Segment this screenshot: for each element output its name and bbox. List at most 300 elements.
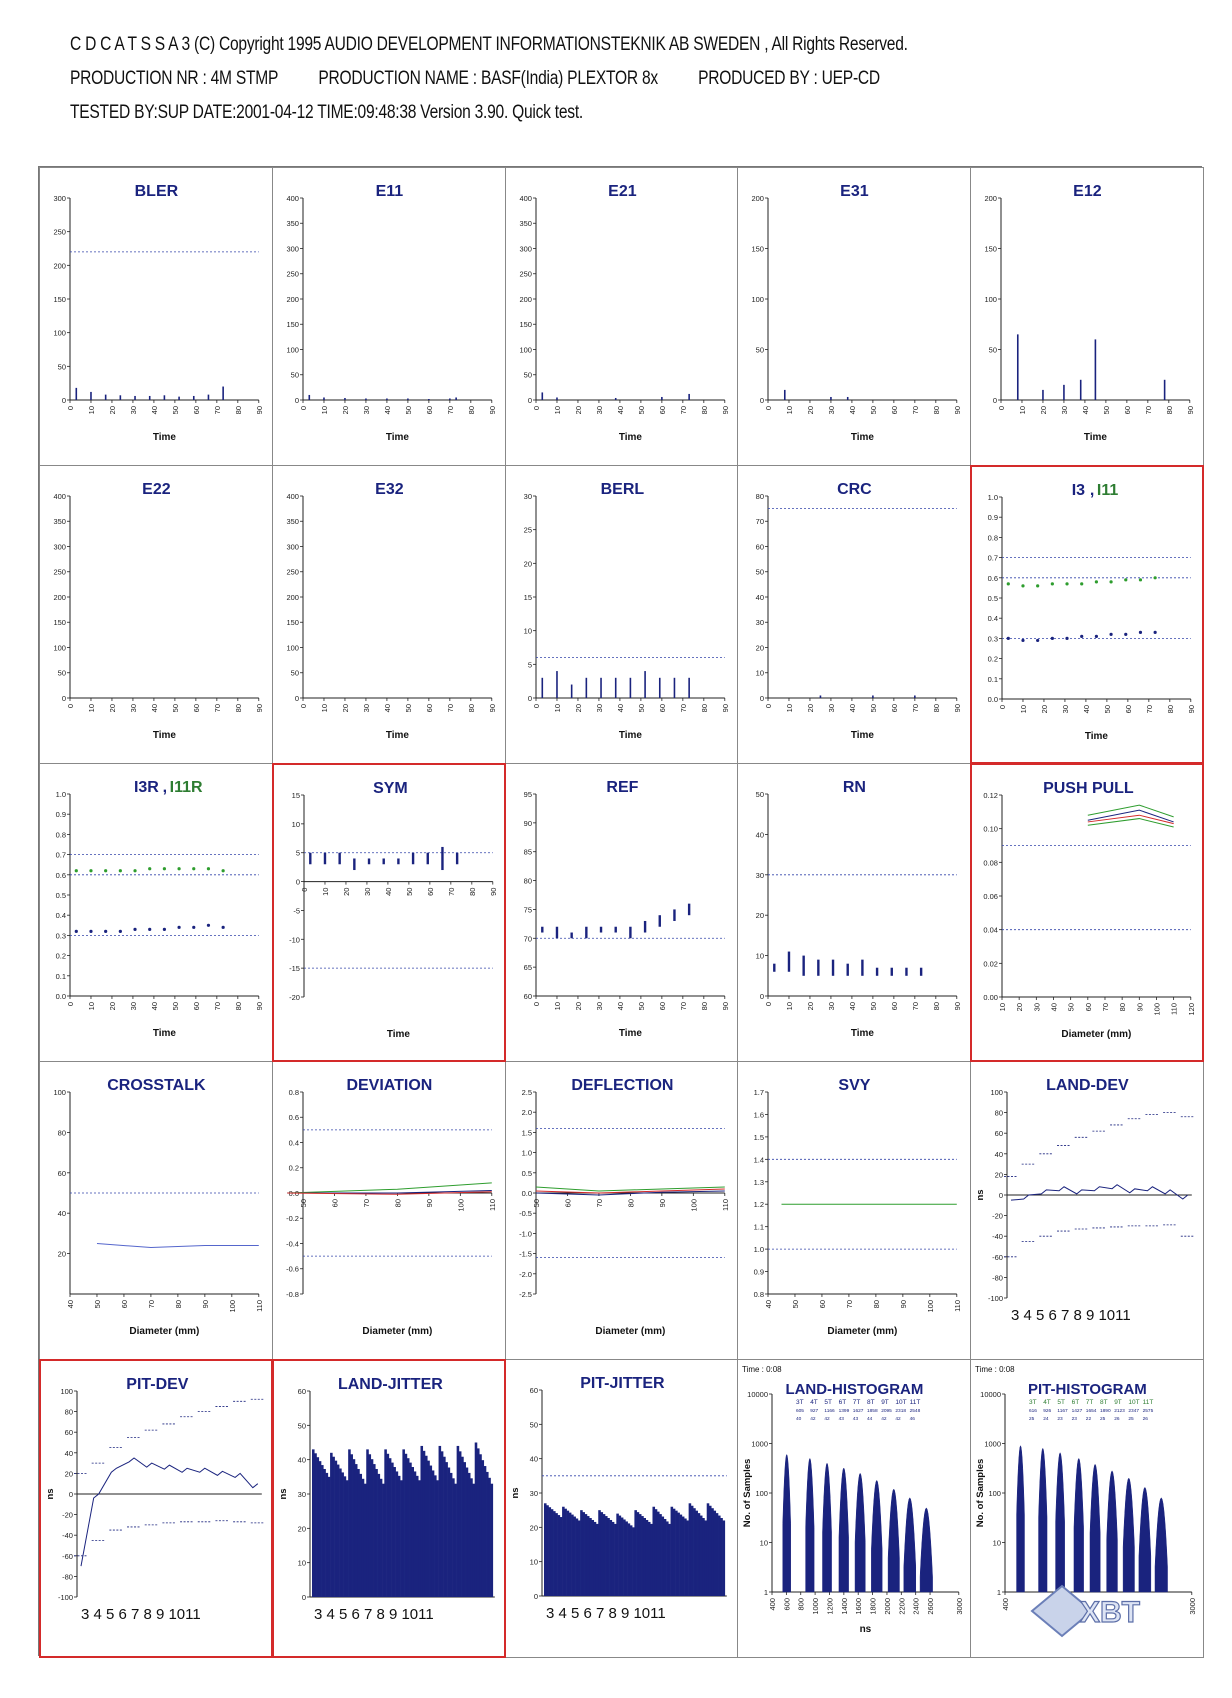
x-tick-label: 10: [319, 703, 329, 713]
jitter-bar: [657, 1512, 660, 1596]
x-tick-label: 20: [340, 703, 350, 713]
jitter-bar: [600, 1512, 603, 1596]
x-tick-label: 90: [1185, 405, 1195, 415]
chart-svg-e22: [40, 466, 273, 764]
y-tick-label: 0.8: [987, 533, 999, 543]
y-tick-label: 0.9: [987, 513, 999, 523]
chart-time-label: Time : 0:08: [975, 1365, 1015, 1375]
scatter-point: [1007, 637, 1010, 640]
scatter-point: [89, 869, 92, 872]
scatter-point: [133, 928, 136, 931]
chart-e31: [737, 167, 971, 466]
y-tick-label: 1.7: [753, 1088, 765, 1098]
legend-position: 926: [1043, 1409, 1052, 1415]
x-tick-label: 60: [1124, 704, 1134, 714]
jitter-bar: [465, 1468, 468, 1597]
chart-svg-deviation: [273, 1062, 506, 1360]
x-tick-label: 10: [1018, 405, 1028, 415]
x-tick-label: 50: [1066, 1002, 1076, 1012]
jitter-bar: [391, 1463, 394, 1597]
chart-svg-i3ri11r: [40, 764, 273, 1062]
y-tick-label: 100: [988, 1489, 1002, 1499]
scatter-point: [1154, 576, 1157, 579]
jitter-bar: [377, 1474, 380, 1597]
x-tick-label: 30: [594, 703, 604, 713]
y-tick-label: 20: [523, 559, 532, 569]
x-tick-label: 20: [340, 405, 350, 415]
jitter-bar: [488, 1478, 491, 1597]
y-tick-label: 250: [286, 567, 299, 577]
chart-title: CROSSTALK: [107, 1077, 206, 1095]
chart-title-sep: ,: [162, 779, 168, 797]
x-tick-label: 1800: [868, 1597, 878, 1615]
chart-title: E12: [1073, 183, 1102, 201]
chart-title: BLER: [134, 183, 179, 201]
range-mark: [832, 960, 834, 976]
x-tick-label: 2600: [926, 1597, 936, 1615]
histogram-peak: [823, 1463, 832, 1592]
jitter-bar: [452, 1478, 455, 1597]
y-tick-label: 50: [756, 567, 765, 577]
jitter-bar: [481, 1460, 484, 1597]
jitter-bar: [568, 1513, 571, 1596]
chart-title: RN: [843, 779, 867, 797]
x-tick-label: 80: [1166, 704, 1176, 714]
x-tick-label: 50: [170, 405, 180, 415]
y-tick-label: 10000: [980, 1390, 1002, 1400]
x-tick-label: 50: [403, 405, 413, 415]
legend-position: 2095: [881, 1409, 893, 1415]
x-tick-label: 70: [678, 1001, 688, 1011]
jitter-bar: [557, 1515, 560, 1596]
x-tick-label: 400: [1001, 1597, 1011, 1611]
jitter-bar: [672, 1509, 675, 1596]
legend-label: 3T: [1029, 1399, 1037, 1407]
range-mark: [629, 927, 631, 939]
scatter-point: [1036, 639, 1039, 642]
scatter-point: [163, 867, 166, 870]
jitter-bar: [323, 1469, 326, 1597]
x-tick-label: 70: [445, 405, 455, 415]
legend-label: 8T: [1100, 1399, 1108, 1407]
chart-svg-e32: [273, 466, 506, 764]
range-mark: [338, 853, 340, 865]
y-tick-label: 80: [57, 1128, 66, 1138]
y-tick-label: -15: [288, 964, 300, 974]
jitter-bar: [702, 1518, 705, 1596]
scatter-point: [1066, 582, 1069, 585]
legend-value: 40: [796, 1417, 802, 1423]
x-tick-label: 3 4 5 6 7 8 9 1011: [80, 1605, 201, 1623]
jitter-bar: [577, 1520, 580, 1596]
scatter-point: [1124, 633, 1127, 636]
x-tick-label: 100: [1152, 1002, 1162, 1016]
y-tick-label: 0: [527, 693, 532, 703]
chart-svg-i3i11: [972, 467, 1205, 765]
x-tick-label: 70: [678, 703, 688, 713]
x-axis-label: Time: [851, 431, 875, 443]
y-tick-label: 0.02: [983, 959, 999, 969]
y-tick-label: -1.0: [518, 1229, 532, 1239]
scatter-point: [1080, 582, 1083, 585]
x-tick-label: 60: [424, 703, 434, 713]
chart-svg-crc: [738, 466, 971, 764]
jitter-bar: [641, 1516, 644, 1596]
x-axis-label: Time: [386, 1028, 410, 1040]
y-tick-label: -100: [988, 1293, 1004, 1303]
x-tick-label: 30: [594, 1001, 604, 1011]
chart-svg-ref: [506, 764, 739, 1062]
y-tick-label: 30: [756, 870, 765, 880]
histogram-peak: [920, 1508, 933, 1592]
x-tick-label: 0: [298, 405, 308, 411]
x-tick-label: 40: [1049, 1002, 1059, 1012]
x-axis-label: Diameter (mm): [362, 1325, 433, 1337]
jitter-bar: [589, 1518, 592, 1596]
y-tick-label: 0.7: [987, 553, 999, 563]
y-tick-label: 40: [756, 830, 765, 840]
chart-svy: [737, 1061, 971, 1360]
y-tick-label: -100: [58, 1592, 73, 1602]
jitter-bar: [346, 1480, 349, 1597]
chart-svg-e11: [273, 168, 506, 466]
x-tick-label: 60: [1084, 1002, 1094, 1012]
y-tick-label: 100: [519, 345, 532, 355]
y-tick-label: 30: [529, 1489, 538, 1499]
x-tick-label: 80: [932, 1001, 942, 1011]
legend-position: 2318: [895, 1409, 907, 1415]
y-tick-label: 0: [993, 395, 998, 405]
x-tick-label: 90: [720, 703, 730, 713]
scatter-point: [192, 926, 195, 929]
y-tick-label: 100: [60, 1387, 73, 1397]
x-tick-label: 10: [552, 703, 562, 713]
chart-svg-pitdev: [41, 1361, 274, 1659]
jitter-bar: [348, 1449, 351, 1597]
y-tick-label: 25: [523, 525, 532, 535]
histogram-peak: [1056, 1453, 1065, 1592]
y-tick-label: 10: [529, 1557, 538, 1567]
y-tick-label: 0.6: [288, 1113, 299, 1123]
y-tick-label: 50: [297, 1421, 306, 1431]
x-tick-label: 90: [953, 405, 963, 415]
y-tick-label: -0.5: [518, 1209, 532, 1219]
x-tick-label: 40: [848, 405, 858, 415]
x-tick-label: 40: [1081, 405, 1091, 415]
chart-title: E21: [607, 183, 637, 201]
jitter-bar: [596, 1524, 599, 1596]
range-mark: [920, 968, 922, 976]
legend-label: 11T: [1142, 1399, 1154, 1407]
legend-label: 7T: [853, 1399, 861, 1407]
y-tick-label: 150: [286, 618, 299, 628]
y-tick-label: 0.2: [55, 951, 66, 961]
x-tick-label: 70: [445, 703, 455, 713]
y-tick-label: 80: [756, 492, 765, 502]
y-tick-label: 0: [533, 1591, 538, 1601]
x-axis-label: Time: [1084, 431, 1108, 443]
y-axis-label: No. of Samples: [975, 1458, 987, 1528]
y-tick-label: 10: [523, 626, 532, 636]
y-tick-label: 20: [64, 1469, 73, 1479]
x-tick-label: 80: [1118, 1002, 1128, 1012]
y-tick-label: 2.0: [521, 1108, 532, 1118]
y-tick-label: 200: [286, 295, 299, 305]
x-tick-label: 10: [320, 887, 330, 896]
x-tick-label: 80: [932, 703, 942, 713]
chart-time-label: Time : 0:08: [742, 1365, 783, 1375]
x-tick-label: 60: [657, 1001, 667, 1011]
jitter-bar: [445, 1462, 448, 1597]
jitter-bar: [429, 1466, 432, 1597]
jitter-bar: [486, 1472, 489, 1597]
x-tick-label: 10: [1019, 704, 1029, 714]
y-tick-label: 300: [286, 542, 299, 552]
x-tick-label: 50: [869, 703, 879, 713]
jitter-bar: [400, 1480, 403, 1597]
x-tick-label: 40: [382, 405, 392, 415]
legend-value: 46: [909, 1417, 916, 1423]
y-tick-label: 0.1: [987, 674, 999, 684]
legend-position: 1166: [824, 1409, 836, 1415]
x-tick-label: 1000: [811, 1597, 821, 1615]
jitter-bar: [454, 1484, 457, 1597]
production-line: [70, 62, 988, 96]
legend-position: 2347: [1128, 1409, 1140, 1415]
jitter-bar: [438, 1446, 441, 1597]
jitter-bar: [688, 1503, 691, 1596]
chart-svg-e31: [738, 168, 971, 466]
jitter-bar: [357, 1469, 360, 1597]
range-mark: [643, 921, 645, 933]
legend-position: 1654: [1085, 1409, 1097, 1415]
chart-title: SYM: [372, 780, 408, 798]
jitter-bar: [386, 1454, 389, 1597]
y-tick-label: 50: [290, 370, 299, 380]
range-mark: [599, 927, 601, 933]
histogram-peak: [904, 1498, 916, 1592]
x-tick-label: 90: [254, 405, 264, 415]
jitter-bar: [418, 1480, 421, 1597]
legend-label: 11T: [909, 1399, 921, 1407]
chart-title: LAND-HISTOGRAM: [785, 1381, 924, 1399]
jitter-bar: [368, 1454, 371, 1597]
range-mark: [309, 853, 311, 865]
legend-position: 1627: [853, 1409, 864, 1415]
jitter-bar: [355, 1464, 358, 1597]
jitter-bar: [362, 1479, 365, 1597]
scatter-point: [148, 867, 151, 870]
legend-position: 1858: [867, 1409, 879, 1415]
jitter-bar: [700, 1516, 703, 1596]
chart-svg-rn: [738, 764, 971, 1062]
x-tick-label: 0: [298, 703, 308, 709]
y-tick-label: 10: [756, 668, 765, 678]
scatter-point: [207, 924, 210, 927]
legend-label: 5T: [1057, 1399, 1066, 1407]
scatter-point: [1080, 635, 1083, 638]
histogram-peak: [1123, 1478, 1134, 1592]
histogram-peak: [855, 1473, 865, 1592]
x-tick-label: 90: [488, 887, 498, 896]
chart-ref: [505, 763, 739, 1062]
legend-value: 26: [1114, 1417, 1120, 1423]
legend-value: 42: [824, 1417, 831, 1423]
jitter-bar: [443, 1457, 446, 1597]
x-tick-label: 70: [361, 1199, 371, 1208]
x-tick-label: 20: [573, 1001, 583, 1011]
jitter-bar: [587, 1516, 590, 1596]
jitter-bar: [611, 1522, 614, 1596]
chart-title: DEVIATION: [346, 1077, 433, 1095]
jitter-bar: [384, 1449, 387, 1597]
y-tick-label: -2.5: [518, 1289, 532, 1299]
x-tick-label: 90: [254, 703, 264, 713]
x-tick-label: 60: [119, 1299, 129, 1309]
y-tick-label: -20: [288, 992, 300, 1002]
chart-svg-landhist: [738, 1360, 971, 1658]
x-tick-label: 3 4 5 6 7 8 9 1011: [1011, 1306, 1131, 1324]
histogram-peak: [1017, 1446, 1025, 1592]
x-tick-label: 90: [657, 1199, 667, 1208]
chart-i3ri11r: [39, 763, 273, 1062]
x-tick-label: 1600: [854, 1597, 864, 1615]
y-tick-label: 70: [756, 517, 765, 527]
jitter-bar: [720, 1518, 723, 1596]
series-line: [1011, 1185, 1188, 1200]
scatter-point: [1022, 639, 1025, 642]
y-tick-label: -1.5: [518, 1249, 532, 1259]
scatter-point: [222, 926, 225, 929]
x-tick-label: 40: [764, 1299, 774, 1309]
x-tick-label: 70: [446, 887, 456, 896]
jitter-bar: [468, 1473, 471, 1597]
x-tick-label: 40: [848, 703, 858, 713]
x-tick-label: 50: [636, 703, 646, 713]
jitter-bar: [395, 1471, 398, 1597]
x-tick-label: 110: [953, 1299, 963, 1312]
x-tick-label: 50: [869, 405, 879, 415]
jitter-bar: [364, 1484, 367, 1597]
y-tick-label: -0.2: [285, 1214, 299, 1224]
jitter-bar: [371, 1459, 374, 1597]
jitter-bar: [427, 1461, 430, 1597]
x-tick-label: 60: [657, 703, 667, 713]
y-tick-label: 0: [760, 395, 765, 405]
y-tick-label: 40: [57, 1209, 66, 1219]
y-tick-label: 0: [61, 693, 66, 703]
x-tick-label: 10: [86, 1001, 96, 1011]
x-axis-label: Time: [152, 431, 176, 443]
jitter-bar: [477, 1448, 480, 1597]
scatter-point: [1051, 582, 1054, 585]
legend-value: 22: [1085, 1417, 1092, 1423]
y-tick-label: 10000: [747, 1390, 769, 1400]
x-tick-label: 0: [764, 405, 774, 411]
x-axis-label: Diameter (mm): [129, 1325, 200, 1337]
x-tick-label: 100: [456, 1199, 466, 1212]
y-tick-label: 30: [297, 1490, 306, 1500]
y-tick-label: 80: [64, 1407, 73, 1417]
y-tick-label: 60: [297, 1387, 306, 1397]
y-tick-label: -0.6: [285, 1264, 299, 1274]
jitter-bar: [695, 1511, 698, 1596]
y-tick-label: 90: [523, 818, 532, 828]
legend-position: 2548: [909, 1409, 921, 1415]
y-tick-label: 20: [756, 911, 765, 921]
x-tick-label: 90: [200, 1299, 210, 1309]
scatter-point: [133, 869, 136, 872]
x-tick-label: 50: [869, 1001, 879, 1011]
y-tick-label: 0.0: [288, 1189, 299, 1199]
scatter-point: [119, 930, 122, 933]
chart-title: DEFLECTION: [570, 1077, 674, 1095]
y-axis-label: ns: [44, 1488, 56, 1500]
legend-value: 25: [1029, 1417, 1035, 1423]
scatter-point: [1022, 584, 1025, 587]
jitter-bar: [591, 1520, 594, 1596]
x-tick-label: 70: [212, 1001, 222, 1011]
chart-pitjitter: [505, 1359, 739, 1658]
y-axis-label: No. of Samples: [742, 1458, 754, 1528]
y-tick-label: 200: [53, 261, 66, 271]
legend-value: 44: [867, 1417, 873, 1423]
legend-value: 43: [853, 1417, 859, 1423]
x-tick-label: 50: [1102, 405, 1112, 415]
x-tick-label: 10: [86, 405, 96, 415]
histogram-peak: [1139, 1487, 1151, 1592]
range-mark: [658, 915, 660, 927]
produced-by: PRODUCED BY : UEP-CD: [698, 68, 880, 89]
x-tick-label: 80: [393, 1199, 403, 1208]
x-tick-label: 10: [785, 405, 795, 415]
jitter-bar: [607, 1518, 610, 1596]
histogram-peak: [1090, 1464, 1100, 1592]
jitter-bar: [432, 1470, 435, 1597]
chart-landjitter: [272, 1359, 506, 1658]
jitter-bar: [352, 1459, 355, 1597]
y-tick-label: 1.1: [753, 1222, 765, 1232]
y-tick-label: 0: [760, 991, 765, 1001]
y-tick-label: -10: [288, 935, 300, 945]
jitter-bar: [330, 1453, 333, 1597]
jitter-bar: [490, 1484, 493, 1597]
y-tick-label: 0.1: [55, 971, 66, 981]
chart-svg-pitjitter: [506, 1360, 739, 1658]
range-mark: [382, 858, 384, 864]
jitter-bar: [328, 1477, 331, 1597]
x-axis-label: Time: [152, 1027, 176, 1039]
x-axis-label: ns: [859, 1623, 872, 1635]
chart-title-2: I11: [1097, 482, 1119, 500]
y-tick-label: 0.6: [987, 573, 999, 583]
x-tick-label: 60: [330, 1199, 340, 1208]
x-tick-label: 70: [1101, 1002, 1111, 1012]
chart-rn: [737, 763, 971, 1062]
y-tick-label: 1.5: [521, 1128, 532, 1138]
y-tick-label: 350: [53, 517, 66, 527]
y-tick-label: -40: [62, 1531, 73, 1541]
x-tick-label: 2000: [883, 1597, 893, 1615]
x-tick-label: 0: [764, 1001, 774, 1007]
x-tick-label: 0: [299, 887, 309, 892]
x-tick-label: 50: [170, 1001, 180, 1011]
jitter-bar: [564, 1509, 567, 1596]
y-tick-label: 250: [53, 227, 66, 237]
x-tick-label: 50: [636, 1001, 646, 1011]
x-tick-label: 100: [227, 1299, 237, 1313]
legend-label: 4T: [810, 1399, 819, 1407]
